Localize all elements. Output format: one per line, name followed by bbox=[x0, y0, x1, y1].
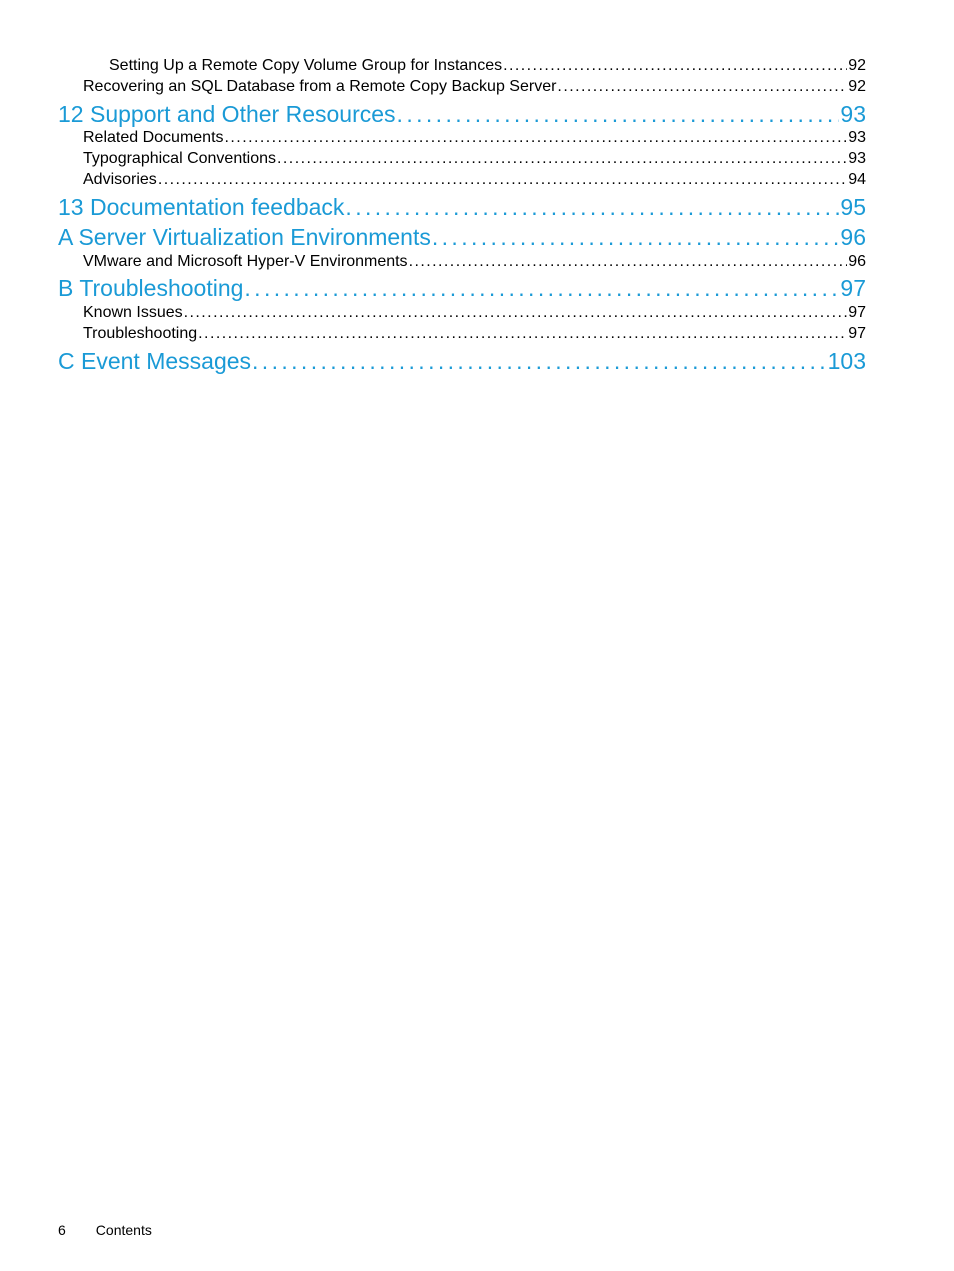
toc-entry-page: 93 bbox=[840, 101, 866, 127]
dot-leader bbox=[397, 99, 840, 129]
toc-entry-page: 97 bbox=[840, 275, 866, 301]
toc-entry-title: B Troubleshooting bbox=[58, 275, 244, 301]
toc-entry-page: 92 bbox=[848, 78, 866, 95]
dot-leader bbox=[252, 346, 827, 376]
toc-entry-remote-copy-volume-group[interactable] bbox=[109, 55, 866, 76]
toc-entry-page: 93 bbox=[848, 150, 866, 167]
toc-entry-title: Known Issues bbox=[83, 304, 183, 321]
toc-entry-related-documents[interactable] bbox=[83, 127, 866, 148]
dot-leader bbox=[409, 251, 848, 272]
toc-entry-title: A Server Virtualization Environments bbox=[58, 224, 431, 250]
toc-chapter-12-support[interactable] bbox=[58, 99, 866, 129]
toc-entry-vmware-hyperv[interactable] bbox=[83, 251, 866, 272]
toc-chapter-13-documentation-feedback[interactable] bbox=[58, 192, 866, 222]
dot-leader bbox=[503, 55, 847, 76]
toc-entry-page: 96 bbox=[848, 253, 866, 270]
toc-entry-known-issues[interactable] bbox=[83, 302, 866, 323]
dot-leader bbox=[432, 222, 840, 252]
toc-appendix-b-troubleshooting[interactable] bbox=[58, 273, 866, 303]
dot-leader bbox=[225, 127, 848, 148]
toc-entry-advisories[interactable] bbox=[83, 169, 866, 190]
dot-leader bbox=[244, 273, 839, 303]
toc-entry-title: Setting Up a Remote Copy Volume Group for Instances bbox=[109, 57, 503, 74]
toc-entry-recovering-sql-database[interactable] bbox=[83, 76, 866, 97]
toc-entry-title: Recovering an SQL Database from a Remote Copy Backup Server bbox=[83, 78, 557, 95]
toc-entry-troubleshooting[interactable] bbox=[83, 323, 866, 344]
dot-leader bbox=[557, 76, 847, 97]
page-number: 6 bbox=[58, 1222, 66, 1238]
toc-entry-page: 97 bbox=[848, 304, 866, 321]
toc-entry-typographical-conventions[interactable] bbox=[83, 148, 866, 169]
toc-entry-title: Related Documents bbox=[83, 129, 224, 146]
toc-entry-title: Advisories bbox=[83, 171, 157, 188]
dot-leader bbox=[198, 323, 847, 344]
dot-leader bbox=[277, 148, 847, 169]
toc-entry-title: C Event Messages bbox=[58, 348, 252, 374]
toc-entry-page: 93 bbox=[848, 129, 866, 146]
dot-leader bbox=[184, 302, 848, 323]
footer-section-title: Contents bbox=[95, 1222, 152, 1238]
toc-entry-title: Typographical Conventions bbox=[83, 150, 277, 167]
toc-appendix-c-event-messages[interactable] bbox=[58, 346, 866, 376]
toc-entry-page: 96 bbox=[840, 224, 866, 250]
toc-entry-page: 97 bbox=[848, 325, 866, 342]
toc-entry-title: 12 Support and Other Resources bbox=[58, 101, 396, 127]
toc-appendix-a-server-virtualization[interactable] bbox=[58, 222, 866, 252]
toc-entry-page: 92 bbox=[848, 57, 866, 74]
toc-entry-page: 94 bbox=[848, 171, 866, 188]
toc-entry-title: Troubleshooting bbox=[83, 325, 198, 342]
page-footer bbox=[58, 1222, 152, 1238]
toc-entry-title: 13 Documentation feedback bbox=[58, 194, 345, 220]
dot-leader bbox=[158, 169, 847, 190]
toc-entry-title: VMware and Microsoft Hyper-V Environments bbox=[83, 253, 408, 270]
toc-entry-page: 103 bbox=[827, 348, 866, 374]
toc-entry-page: 95 bbox=[840, 194, 866, 220]
dot-leader bbox=[345, 192, 839, 222]
